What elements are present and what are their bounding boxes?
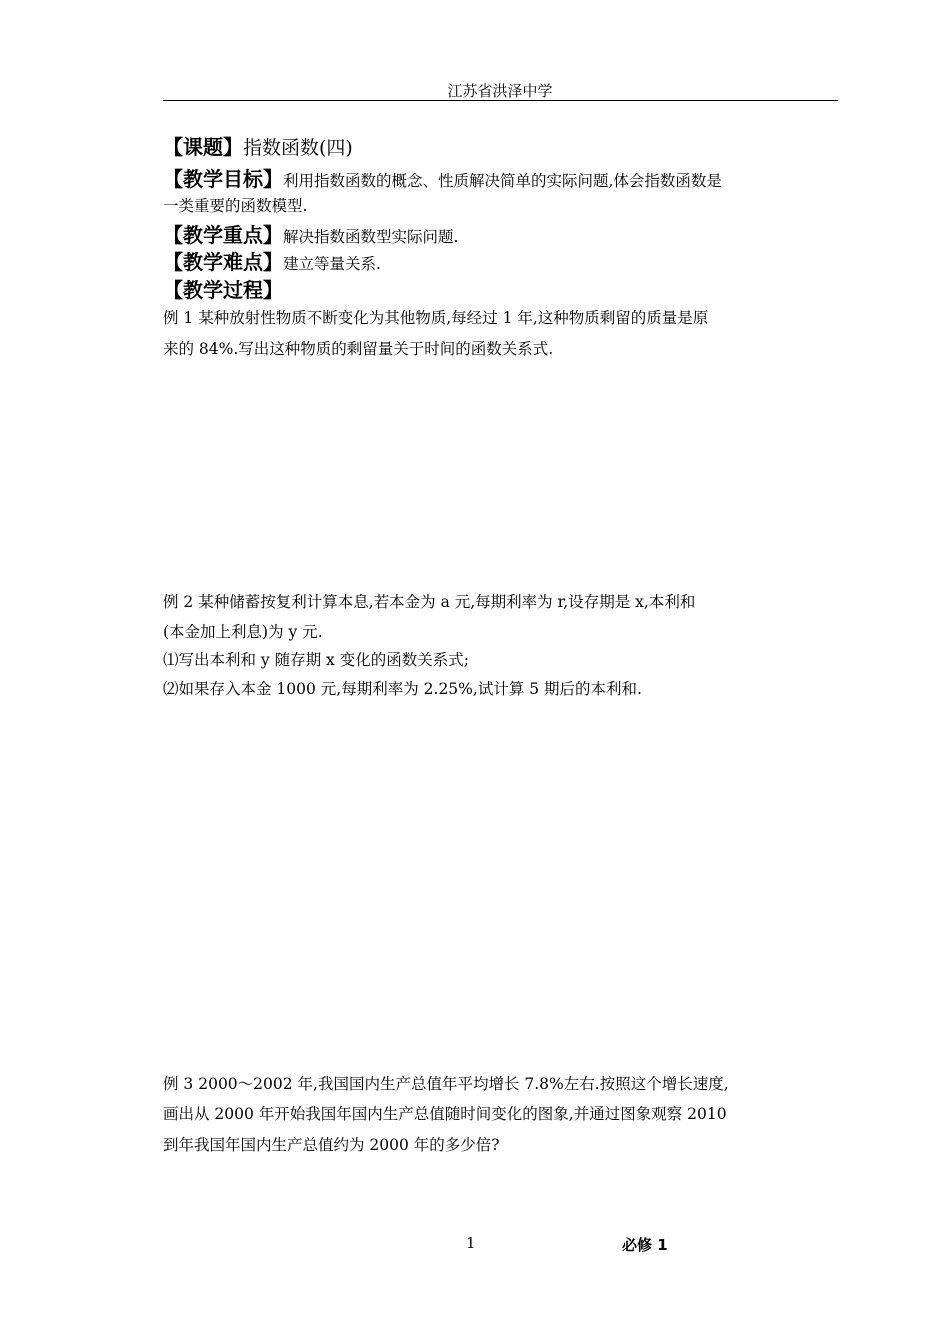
key-points-text: 解决指数函数型实际问题. (283, 228, 459, 246)
example1-line2: 来的 84%.写出这种物质的剩留量关于时间的函数关系式. (163, 340, 554, 358)
example1-line1: 例 1 某种放射性物质不断变化为其他物质,每经过 1 年,这种物质剩留的质量是原 (163, 309, 709, 327)
page-number: 1 (466, 1234, 476, 1252)
difficulties-text: 建立等量关系. (283, 255, 381, 273)
objectives-text-line2: 一类重要的函数模型. (163, 197, 308, 215)
header-school: 江苏省洪泽中学 (447, 82, 553, 100)
key-points-row (163, 219, 458, 248)
example2-line1: 例 2 某种储蓄按复利计算本息,若本金为 a 元,每期利率为 r,设存期是 x,本利和 (163, 593, 696, 611)
header-divider (163, 100, 838, 101)
example2-question2: ⑵如果存入本金 1000 元,每期利率为 2.25%,试计算 5 期后的本利和. (163, 680, 642, 698)
objectives-row (163, 163, 722, 192)
example2-question1: ⑴写出本利和 y 随存期 x 变化的函数关系式; (163, 651, 469, 669)
objectives-label: 【教学目标】 (163, 167, 283, 191)
lesson-title (163, 131, 353, 160)
difficulties-label: 【教学难点】 (163, 250, 283, 274)
book-label: 必修 1 (622, 1236, 668, 1254)
title-topic: 指数函数(四) (243, 137, 353, 159)
example3-line3: 到年我国年国内生产总值约为 2000 年的多少倍? (163, 1136, 500, 1154)
example2-line2: (本金加上利息)为 y 元. (163, 623, 323, 641)
example3-line2: 画出从 2000 年开始我国年国内生产总值随时间变化的图象,并通过图象观察 2010 (163, 1105, 727, 1123)
key-points-label: 【教学重点】 (163, 223, 283, 247)
difficulties-row (163, 246, 381, 275)
process-label: 【教学过程】 (163, 278, 283, 302)
title-label: 【课题】 (163, 135, 243, 159)
example3-line1: 例 3 2000～2002 年,我国国内生产总值年平均增长 7.8%左右.按照这个增长速度, (163, 1075, 729, 1093)
objectives-text-line1: 利用指数函数的概念、性质解决简单的实际问题,体会指数函数是 (283, 172, 722, 190)
